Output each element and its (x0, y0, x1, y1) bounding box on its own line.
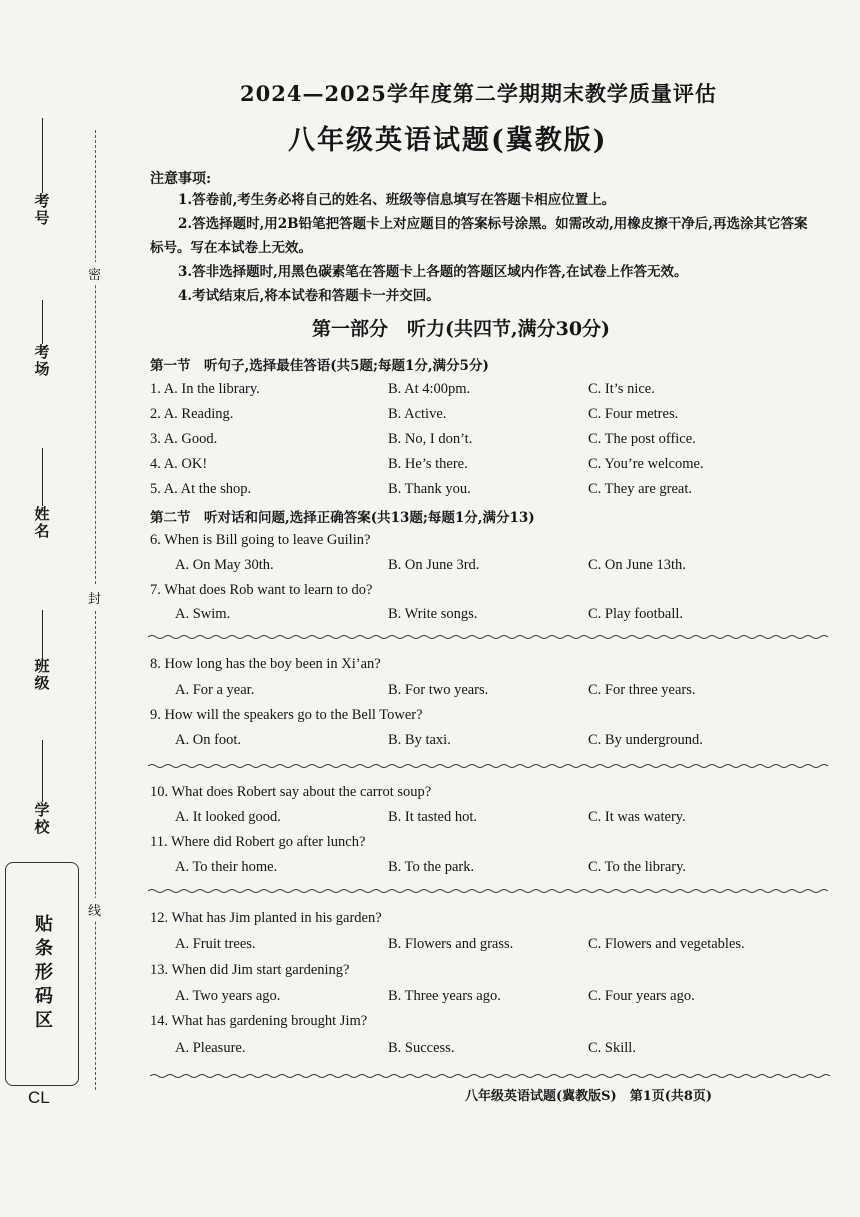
notice-heading: 注意事项: (150, 171, 212, 187)
seal-char-mi: 密 (88, 262, 101, 285)
q9-question: 9. How will the speakers go to the Bell Tower? (150, 707, 423, 723)
q13-option-b: B. Three years ago. (388, 988, 501, 1004)
binding-sidebar (0, 0, 110, 1217)
s1-q2-option-b: B. Active. (388, 406, 447, 422)
s1-q4-option-b: B. He’s there. (388, 456, 468, 472)
q9-option-a: A. On foot. (175, 732, 242, 748)
q7-question: 7. What does Rob want to learn to do? (150, 582, 373, 598)
s1-q1-option-b: B. At 4:00pm. (388, 381, 471, 397)
barcode-label: 贴条形码区 (32, 914, 53, 1034)
q13-option-a: A. Two years ago. (175, 988, 281, 1004)
q13-option-c: C. Four years ago. (588, 988, 695, 1004)
q12-option-a: A. Fruit trees. (175, 936, 256, 952)
q6-option-a: A. On May 30th. (175, 557, 274, 573)
s1-q3-option-b: B. No, I don’t. (388, 431, 473, 447)
q10-option-b: B. It tasted hot. (388, 809, 478, 825)
wavy-divider-3 (148, 888, 830, 894)
class-line (42, 610, 43, 658)
s1-q3-option-c: C. The post office. (588, 431, 696, 447)
seal-char-xian: 线 (88, 898, 101, 921)
barcode-area (5, 862, 79, 1086)
name-label: 姓名 (32, 506, 51, 540)
exam-subtitle: 八年级英语试题(冀教版) (288, 125, 608, 156)
name-field[interactable] (22, 448, 62, 540)
section1-heading: 第一节 听句子,选择最佳答语(共5题;每题1分,满分5分) (150, 358, 489, 374)
s1-q1-option-a: 1. A. In the library. (150, 381, 260, 397)
q6-question: 6. When is Bill going to leave Guilin? (150, 532, 371, 548)
q11-option-b: B. To the park. (388, 859, 475, 875)
s1-q4-option-a: 4. A. OK! (150, 456, 208, 472)
q12-option-c: C. Flowers and vegetables. (588, 936, 745, 952)
q8-option-b: B. For two years. (388, 682, 489, 698)
page-footer: 八年级英语试题(冀教版S) 第1页(共8页) (465, 1089, 713, 1104)
school-label: 学校 (32, 802, 51, 836)
section2-heading: 第二节 听对话和问题,选择正确答案(共13题;每题1分,满分13) (150, 510, 535, 526)
q10-option-a: A. It looked good. (175, 809, 281, 825)
q11-question: 11. Where did Robert go after lunch? (150, 834, 366, 850)
wavy-divider-2 (148, 763, 830, 769)
q14-option-b: B. Success. (388, 1040, 455, 1056)
q14-option-c: C. Skill. (588, 1040, 636, 1056)
notice-item-1: 1.答卷前,考生务必将自己的姓名、班级等信息填写在答题卡相应位置上。 (178, 192, 616, 208)
q10-option-c: C. It was watery. (588, 809, 686, 825)
name-line (42, 448, 43, 506)
q7-option-c: C. Play football. (588, 606, 684, 622)
q11-option-c: C. To the library. (588, 859, 687, 875)
s1-q2-option-c: C. Four metres. (588, 406, 679, 422)
s1-q3-option-a: 3. A. Good. (150, 431, 218, 447)
exam-title: 2024—2025学年度第二学期期末教学质量评估 (240, 81, 717, 106)
q7-option-a: A. Swim. (175, 606, 231, 622)
q9-option-b: B. By taxi. (388, 732, 451, 748)
exam-no-label: 考号 (32, 193, 51, 227)
q8-question: 8. How long has the boy been in Xi’an? (150, 656, 381, 672)
notice-item-2: 2.答选择题时,用2B铅笔把答题卡上对应题目的答案标号涂黑。如需改动,用橡皮擦干净后,再选涂其它答案标号。写在本试卷上无效。 (150, 216, 808, 256)
notice-item-4: 4.考试结束后,将本试卷和答题卡一并交回。 (178, 288, 440, 304)
s1-q5-option-c: C. They are great. (588, 481, 693, 497)
q11-option-a: A. To their home. (175, 859, 278, 875)
s1-q4-option-c: C. You’re welcome. (588, 456, 704, 472)
s1-q5-option-a: 5. A. At the shop. (150, 481, 252, 497)
part1-title: 第一部分 听力(共四节,满分30分) (312, 318, 611, 340)
q9-option-c: C. By underground. (588, 732, 703, 748)
q8-option-c: C. For three years. (588, 682, 696, 698)
q10-question: 10. What does Robert say about the carrot soup? (150, 784, 432, 800)
q6-option-c: C. On June 13th. (588, 557, 686, 573)
exam-room-line (42, 300, 43, 344)
exam-room-field[interactable] (22, 300, 62, 378)
class-label: 班级 (32, 658, 51, 692)
q12-question: 12. What has Jim planted in his garden? (150, 910, 382, 926)
paper-code: CL (28, 1088, 50, 1107)
footer-divider (150, 1073, 830, 1079)
q12-option-b: B. Flowers and grass. (388, 936, 514, 952)
school-line (42, 740, 43, 802)
class-field[interactable] (22, 610, 62, 692)
s1-q2-option-a: 2. A. Reading. (150, 406, 234, 422)
wavy-divider-1 (148, 634, 830, 640)
q13-question: 13. When did Jim start gardening? (150, 962, 350, 978)
q6-option-b: B. On June 3rd. (388, 557, 480, 573)
s1-q5-option-b: B. Thank you. (388, 481, 471, 497)
exam-room-label: 考场 (32, 344, 51, 378)
q7-option-b: B. Write songs. (388, 606, 478, 622)
exam-no-line (42, 118, 43, 193)
seal-char-feng: 封 (88, 586, 101, 609)
q14-option-a: A. Pleasure. (175, 1040, 246, 1056)
school-field[interactable] (22, 740, 62, 836)
notice-item-3: 3.答非选择题时,用黑色碳素笔在答题卡上各题的答题区域内作答,在试卷上作答无效。 (178, 264, 688, 280)
exam-no-field[interactable] (22, 118, 62, 227)
s1-q1-option-c: C. It’s nice. (588, 381, 655, 397)
q8-option-a: A. For a year. (175, 682, 255, 698)
q14-question: 14. What has gardening brought Jim? (150, 1013, 368, 1029)
